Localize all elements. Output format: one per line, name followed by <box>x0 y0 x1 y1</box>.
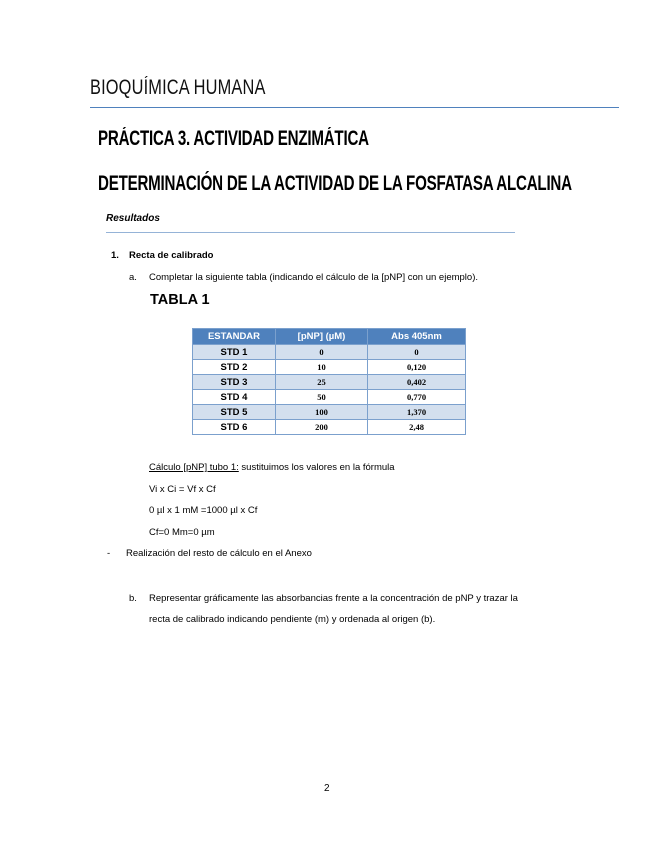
table-cell: STD 4 <box>193 390 276 405</box>
table-cell: 100 <box>276 405 368 420</box>
table-cell: 1,370 <box>368 405 466 420</box>
calc-line <box>149 462 395 473</box>
table-cell: 2,48 <box>368 420 466 435</box>
table-cell: 25 <box>276 375 368 390</box>
item-a-text: Completar la siguiente tabla (indicando el cálculo de la [pNP] con un ejemplo). <box>149 272 478 283</box>
table-cell: 50 <box>276 390 368 405</box>
page-number: 2 <box>324 783 330 794</box>
table-row <box>193 390 466 405</box>
bullet-marker: - <box>107 548 111 559</box>
document-header: BIOQUÍMICA HUMANA <box>90 76 266 99</box>
table-cell: STD 6 <box>193 420 276 435</box>
table-cell: STD 1 <box>193 345 276 360</box>
table-row <box>193 345 466 360</box>
table-row <box>193 360 466 375</box>
item-a-marker: a. <box>129 272 137 283</box>
formula-line-3: Cf=0 Mm=0 µm <box>149 527 215 538</box>
column-header: [pNP] (µM) <box>276 329 368 345</box>
formula-line-1: Vi x Ci = Vf x Cf <box>149 484 216 495</box>
table-cell: 200 <box>276 420 368 435</box>
table-header-row <box>193 329 466 345</box>
practice-subtitle: DETERMINACIÓN DE LA ACTIVIDAD DE LA FOSFATASA ALCALINA <box>98 172 572 195</box>
section-divider <box>106 232 515 233</box>
table-row <box>193 420 466 435</box>
column-header: Abs 405nm <box>368 329 466 345</box>
item1-number: 1. <box>111 250 119 261</box>
table-row <box>193 375 466 390</box>
table-cell: STD 3 <box>193 375 276 390</box>
item-b-marker: b. <box>129 593 137 604</box>
table-row <box>193 405 466 420</box>
item-b-line-1: Representar gráficamente las absorbancias frente a la concentración de pNP y trazar la <box>149 593 518 604</box>
table-cell: 0 <box>368 345 466 360</box>
table-cell: 0 <box>276 345 368 360</box>
item-b-line-2: recta de calibrado indicando pendiente (m) y ordenada al origen (b). <box>149 614 436 625</box>
calibration-table <box>192 328 466 435</box>
table-cell: 0,120 <box>368 360 466 375</box>
table-title: TABLA 1 <box>150 292 210 308</box>
calc-label: Cálculo [pNP] tubo 1: <box>149 462 239 473</box>
header-divider <box>90 107 619 108</box>
practice-title: PRÁCTICA 3. ACTIVIDAD ENZIMÁTICA <box>98 127 369 150</box>
column-header: ESTANDAR <box>193 329 276 345</box>
calc-label-rest: sustituimos los valores en la fórmula <box>238 462 395 473</box>
bullet-text: Realización del resto de cálculo en el Anexo <box>126 548 312 559</box>
table-cell: 0,770 <box>368 390 466 405</box>
table-cell: STD 2 <box>193 360 276 375</box>
formula-line-2: 0 µl x 1 mM =1000 µl x Cf <box>149 505 258 516</box>
table-cell: 10 <box>276 360 368 375</box>
item1-heading: Recta de calibrado <box>129 250 214 261</box>
table-cell: STD 5 <box>193 405 276 420</box>
section-label: Resultados <box>106 213 160 224</box>
table-cell: 0,402 <box>368 375 466 390</box>
